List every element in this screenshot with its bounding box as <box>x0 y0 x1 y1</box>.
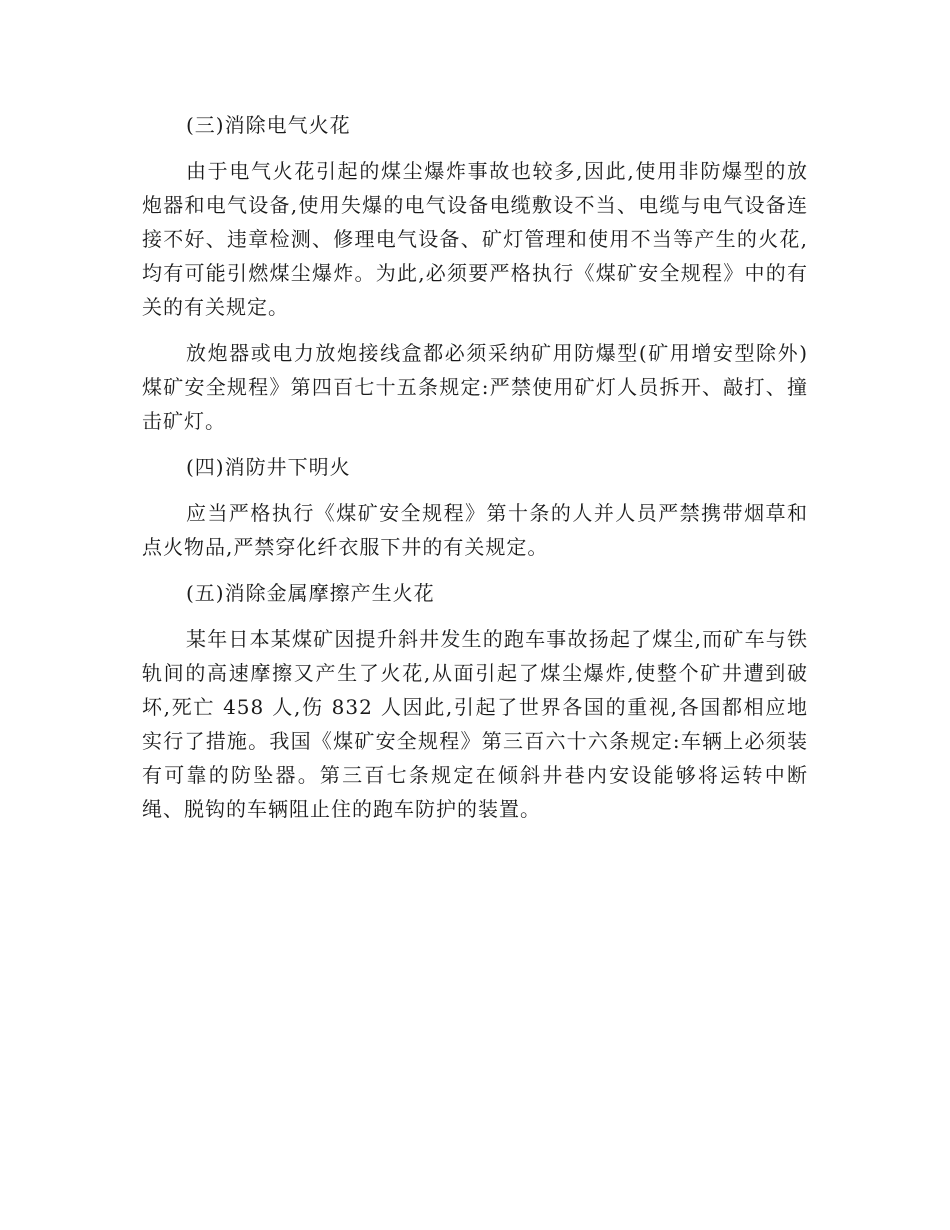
section-heading: (五)消除金属摩擦产生火花 <box>186 581 435 605</box>
section-heading: (三)消除电气火花 <box>186 113 351 137</box>
section-heading: (四)消防井下明火 <box>186 455 351 479</box>
paragraph: 某年日本某煤矿因提升斜井发生的跑车事故扬起了煤尘,而矿车与铁轨间的高速摩擦又产生了火花,从面引起了煤尘爆炸,使整个矿井遭到破坏,死亡 458 人,伤 832 人因此,引起了世界各国的重视,各国都相应地实行了措施。我国《煤矿安全规程》第三百六十六条规定:车辆上必须装有可靠的防坠器。第三百七条规定在倾斜井巷内安设能够将运转中断绳、脱钩的车辆阻止住的跑车防护的装置。 <box>142 627 808 821</box>
paragraph: 应当严格执行《煤矿安全规程》第十条的人并人员严禁携带烟草和点火物品,严禁穿化纤衣服下井的有关规定。 <box>142 501 808 559</box>
document-page <box>142 108 808 838</box>
paragraph: 由于电气火花引起的煤尘爆炸事故也较多,因此,使用非防爆型的放炮器和电气设备,使用失爆的电气设备电缆敷设不当、电缆与电气设备连接不好、违章检测、修理电气设备、矿灯管理和使用不当等产生的火花,均有可能引燃煤尘爆炸。为此,必须要严格执行《煤矿安全规程》中的有关的有关规定。 <box>142 159 808 319</box>
paragraph: 放炮器或电力放炮接线盒都必须采纳矿用防爆型(矿用增安型除外)煤矿安全规程》第四百七十五条规定:严禁使用矿灯人员拆开、敲打、撞击矿灯。 <box>142 341 808 433</box>
